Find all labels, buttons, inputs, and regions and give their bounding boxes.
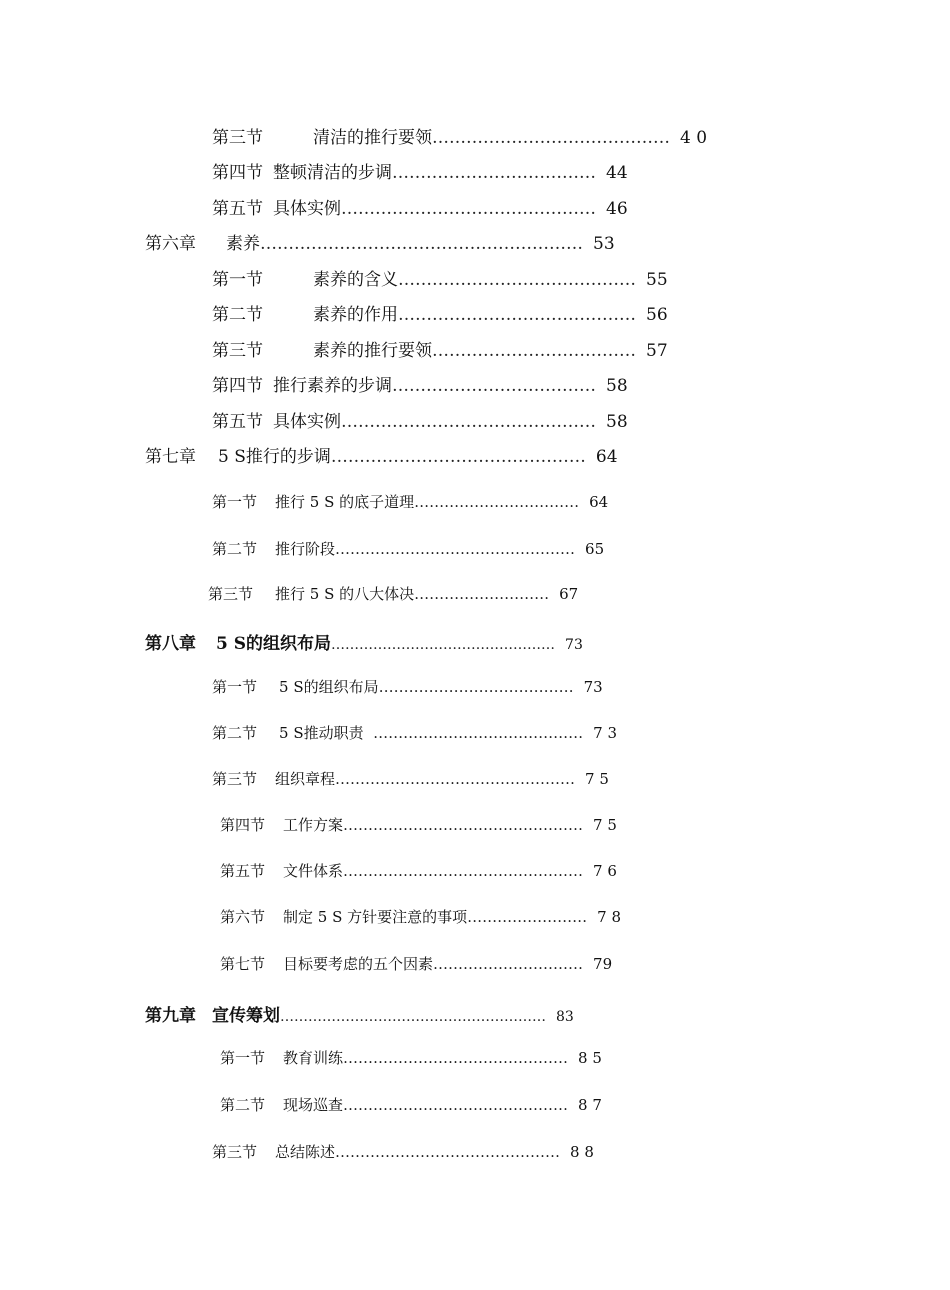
toc-entry-page: 73 xyxy=(565,637,583,653)
toc-entry-page: 4 0 xyxy=(680,128,708,148)
toc-entry xyxy=(212,123,707,148)
toc-entry-title: 文件体系 xyxy=(283,862,344,880)
toc-entry-number: 第五节 xyxy=(212,412,263,432)
toc-entry-page: 79 xyxy=(593,955,613,973)
toc-entry xyxy=(220,906,621,927)
toc-entry-number: 第一节 xyxy=(212,270,263,290)
toc-entry xyxy=(212,722,617,743)
toc-entry-page: 8 7 xyxy=(578,1096,602,1114)
toc-entry-number: 第八章 xyxy=(145,634,196,654)
toc-entry-page: 55 xyxy=(646,270,668,290)
toc-entry xyxy=(212,194,628,219)
toc-entry-leader: ………………………………………………… xyxy=(280,1009,546,1025)
toc-entry-title: 宣传筹划 xyxy=(212,1006,280,1026)
toc-entry-number: 第二节 xyxy=(212,305,263,325)
toc-entry-number: 第一节 xyxy=(220,1049,266,1067)
toc-entry xyxy=(212,491,608,512)
toc-entry-title: 组织章程 xyxy=(275,770,336,788)
toc-entry-number: 第七章 xyxy=(145,447,196,467)
toc-entry-number: 第三节 xyxy=(212,128,263,148)
toc-entry-leader: ……………………………………… xyxy=(335,1143,561,1161)
toc-entry-leader: ……………………………………… xyxy=(343,1096,569,1114)
toc-entry-title: 素养的含义 xyxy=(313,270,398,290)
toc-entry-title: 教育训练 xyxy=(283,1049,344,1067)
toc-entry xyxy=(220,953,612,974)
toc-entry-page: 64 xyxy=(595,447,618,467)
toc-entry-number: 第六章 xyxy=(145,234,196,254)
toc-entry-title: 素养 xyxy=(226,234,260,254)
toc-entry-number: 第二节 xyxy=(212,540,258,558)
toc-entry-leader: ………………………………………… xyxy=(335,540,576,558)
toc-entry-number: 第二节 xyxy=(220,1096,266,1114)
toc-entry-number: 第七节 xyxy=(220,955,266,973)
toc-entry xyxy=(212,538,604,559)
toc-entry-number: 第九章 xyxy=(145,1006,196,1026)
toc-entry xyxy=(212,371,628,396)
toc-entry-page: 65 xyxy=(585,540,605,558)
toc-entry-title: 5 S推动职责 xyxy=(279,724,364,742)
toc-entry-number: 第六节 xyxy=(220,908,266,926)
toc-entry xyxy=(220,860,617,881)
toc-entry-leader: ………………………………………… xyxy=(343,862,584,880)
toc-entry-leader: …………………………………… xyxy=(398,305,636,325)
toc-entry xyxy=(145,229,615,254)
toc-entry-leader: ………………………………………… xyxy=(331,637,556,653)
toc-entry-leader: …………………………… xyxy=(414,493,580,511)
toc-entry-number: 第三节 xyxy=(212,1143,258,1161)
toc-entry-page: 8 5 xyxy=(578,1049,602,1067)
toc-entry-title: 素养的推行要领 xyxy=(313,341,432,361)
toc-entry-number: 第二节 xyxy=(212,724,258,742)
toc-entry-title: 总结陈述 xyxy=(275,1143,336,1161)
toc-entry-leader: ……………………………… xyxy=(392,376,596,396)
toc-entry xyxy=(212,158,628,183)
toc-entry-number: 第五节 xyxy=(212,199,263,219)
toc-entry-number: 第三节 xyxy=(212,341,263,361)
toc-entry-page: 58 xyxy=(606,376,628,396)
toc-entry-number: 第三节 xyxy=(208,585,254,603)
toc-entry-page: 7 3 xyxy=(593,724,618,742)
toc-entry-number: 第四节 xyxy=(220,816,266,834)
toc-entry-title: 工作方案 xyxy=(283,816,344,834)
toc-entry-title: 5 S的组织布局 xyxy=(279,678,379,696)
toc-entry-title: 具体实例 xyxy=(273,412,341,432)
toc-entry-page: 56 xyxy=(646,305,668,325)
toc-entry-leader: …………………………………… xyxy=(432,128,670,148)
toc-entry-leader: …………………… xyxy=(467,908,588,926)
toc-entry-leader: ……………………… xyxy=(414,585,550,603)
toc-entry-title: 推行 5 S 的底子道理 xyxy=(275,493,415,511)
toc-entry-leader: ……………………………………… xyxy=(341,412,596,432)
toc-entry-page: 57 xyxy=(646,341,668,361)
toc-entry-number: 第一节 xyxy=(212,493,258,511)
toc-entry-page: 67 xyxy=(559,585,579,603)
toc-entry-title: 推行 5 S 的八大体决 xyxy=(275,585,415,603)
toc-entry xyxy=(220,1047,602,1068)
toc-entry-page: 7 5 xyxy=(593,816,617,834)
toc-entry-page: 8 8 xyxy=(570,1143,594,1161)
toc-entry-leader: ……………………………… xyxy=(392,163,596,183)
toc-entry xyxy=(212,676,603,697)
toc-entry xyxy=(212,407,628,432)
toc-entry-title: 清洁的推行要领 xyxy=(313,128,432,148)
toc-entry-page: 7 6 xyxy=(593,862,617,880)
toc-entry xyxy=(145,1001,574,1026)
toc-entry-title: 整顿清洁的步调 xyxy=(273,163,392,183)
toc-entry-title: 现场巡查 xyxy=(283,1096,344,1114)
toc-entry xyxy=(212,768,609,789)
toc-entry xyxy=(145,629,583,654)
toc-entry-page: 58 xyxy=(606,412,628,432)
toc-entry xyxy=(212,336,668,361)
toc-entry-number: 第三节 xyxy=(212,770,258,788)
toc-entry-page: 46 xyxy=(606,199,628,219)
toc-entry-leader: …………………………………… xyxy=(363,724,584,742)
toc-entry xyxy=(212,265,668,290)
toc-entry-leader: ………………………… xyxy=(433,955,584,973)
toc-entry-title: 5 S的组织布局 xyxy=(216,634,332,654)
toc-entry-title: 目标要考虑的五个因素 xyxy=(283,955,434,973)
toc-entry xyxy=(212,1141,594,1162)
toc-entry-leader: ………………………………… xyxy=(378,678,574,696)
toc-entry-title: 素养的作用 xyxy=(313,305,398,325)
toc-entry-page: 44 xyxy=(606,163,628,183)
toc-entry-title: 推行素养的步调 xyxy=(273,376,392,396)
toc-entry-page: 73 xyxy=(583,678,603,696)
toc-entry xyxy=(220,814,617,835)
toc-entry-leader: ……………………………… xyxy=(432,341,636,361)
toc-entry-page: 7 8 xyxy=(597,908,621,926)
toc-entry-leader: ……………………………………… xyxy=(343,1049,569,1067)
toc-entry xyxy=(212,300,668,325)
toc-entry-leader: ………………………………………… xyxy=(335,770,576,788)
toc-entry-number: 第五节 xyxy=(220,862,266,880)
toc-entry-page: 53 xyxy=(593,234,615,254)
toc-entry-number: 第一节 xyxy=(212,678,258,696)
toc-entry-page: 83 xyxy=(556,1009,574,1025)
toc-entry-title: 5 S推行的步调 xyxy=(218,447,331,467)
toc-entry-number: 第四节 xyxy=(212,376,263,396)
toc-entry-leader: ……………………………………… xyxy=(330,447,586,467)
toc-entry-leader: ……………………………………… xyxy=(341,199,596,219)
toc-entry-title: 制定 5 S 方针要注意的事项 xyxy=(283,908,468,926)
toc-entry xyxy=(208,583,578,604)
toc-entry xyxy=(145,442,618,467)
toc-entry-leader: …………………………………… xyxy=(398,270,636,290)
toc-entry-number: 第四节 xyxy=(212,163,263,183)
toc-entry-page: 7 5 xyxy=(585,770,609,788)
toc-entry-title: 具体实例 xyxy=(273,199,341,219)
toc-entry-leader: ………………………………………… xyxy=(343,816,584,834)
toc-entry-title: 推行阶段 xyxy=(275,540,336,558)
toc-entry-page: 64 xyxy=(589,493,609,511)
toc-entry xyxy=(220,1094,602,1115)
toc-entry-leader: ………………………………………………… xyxy=(260,234,583,254)
